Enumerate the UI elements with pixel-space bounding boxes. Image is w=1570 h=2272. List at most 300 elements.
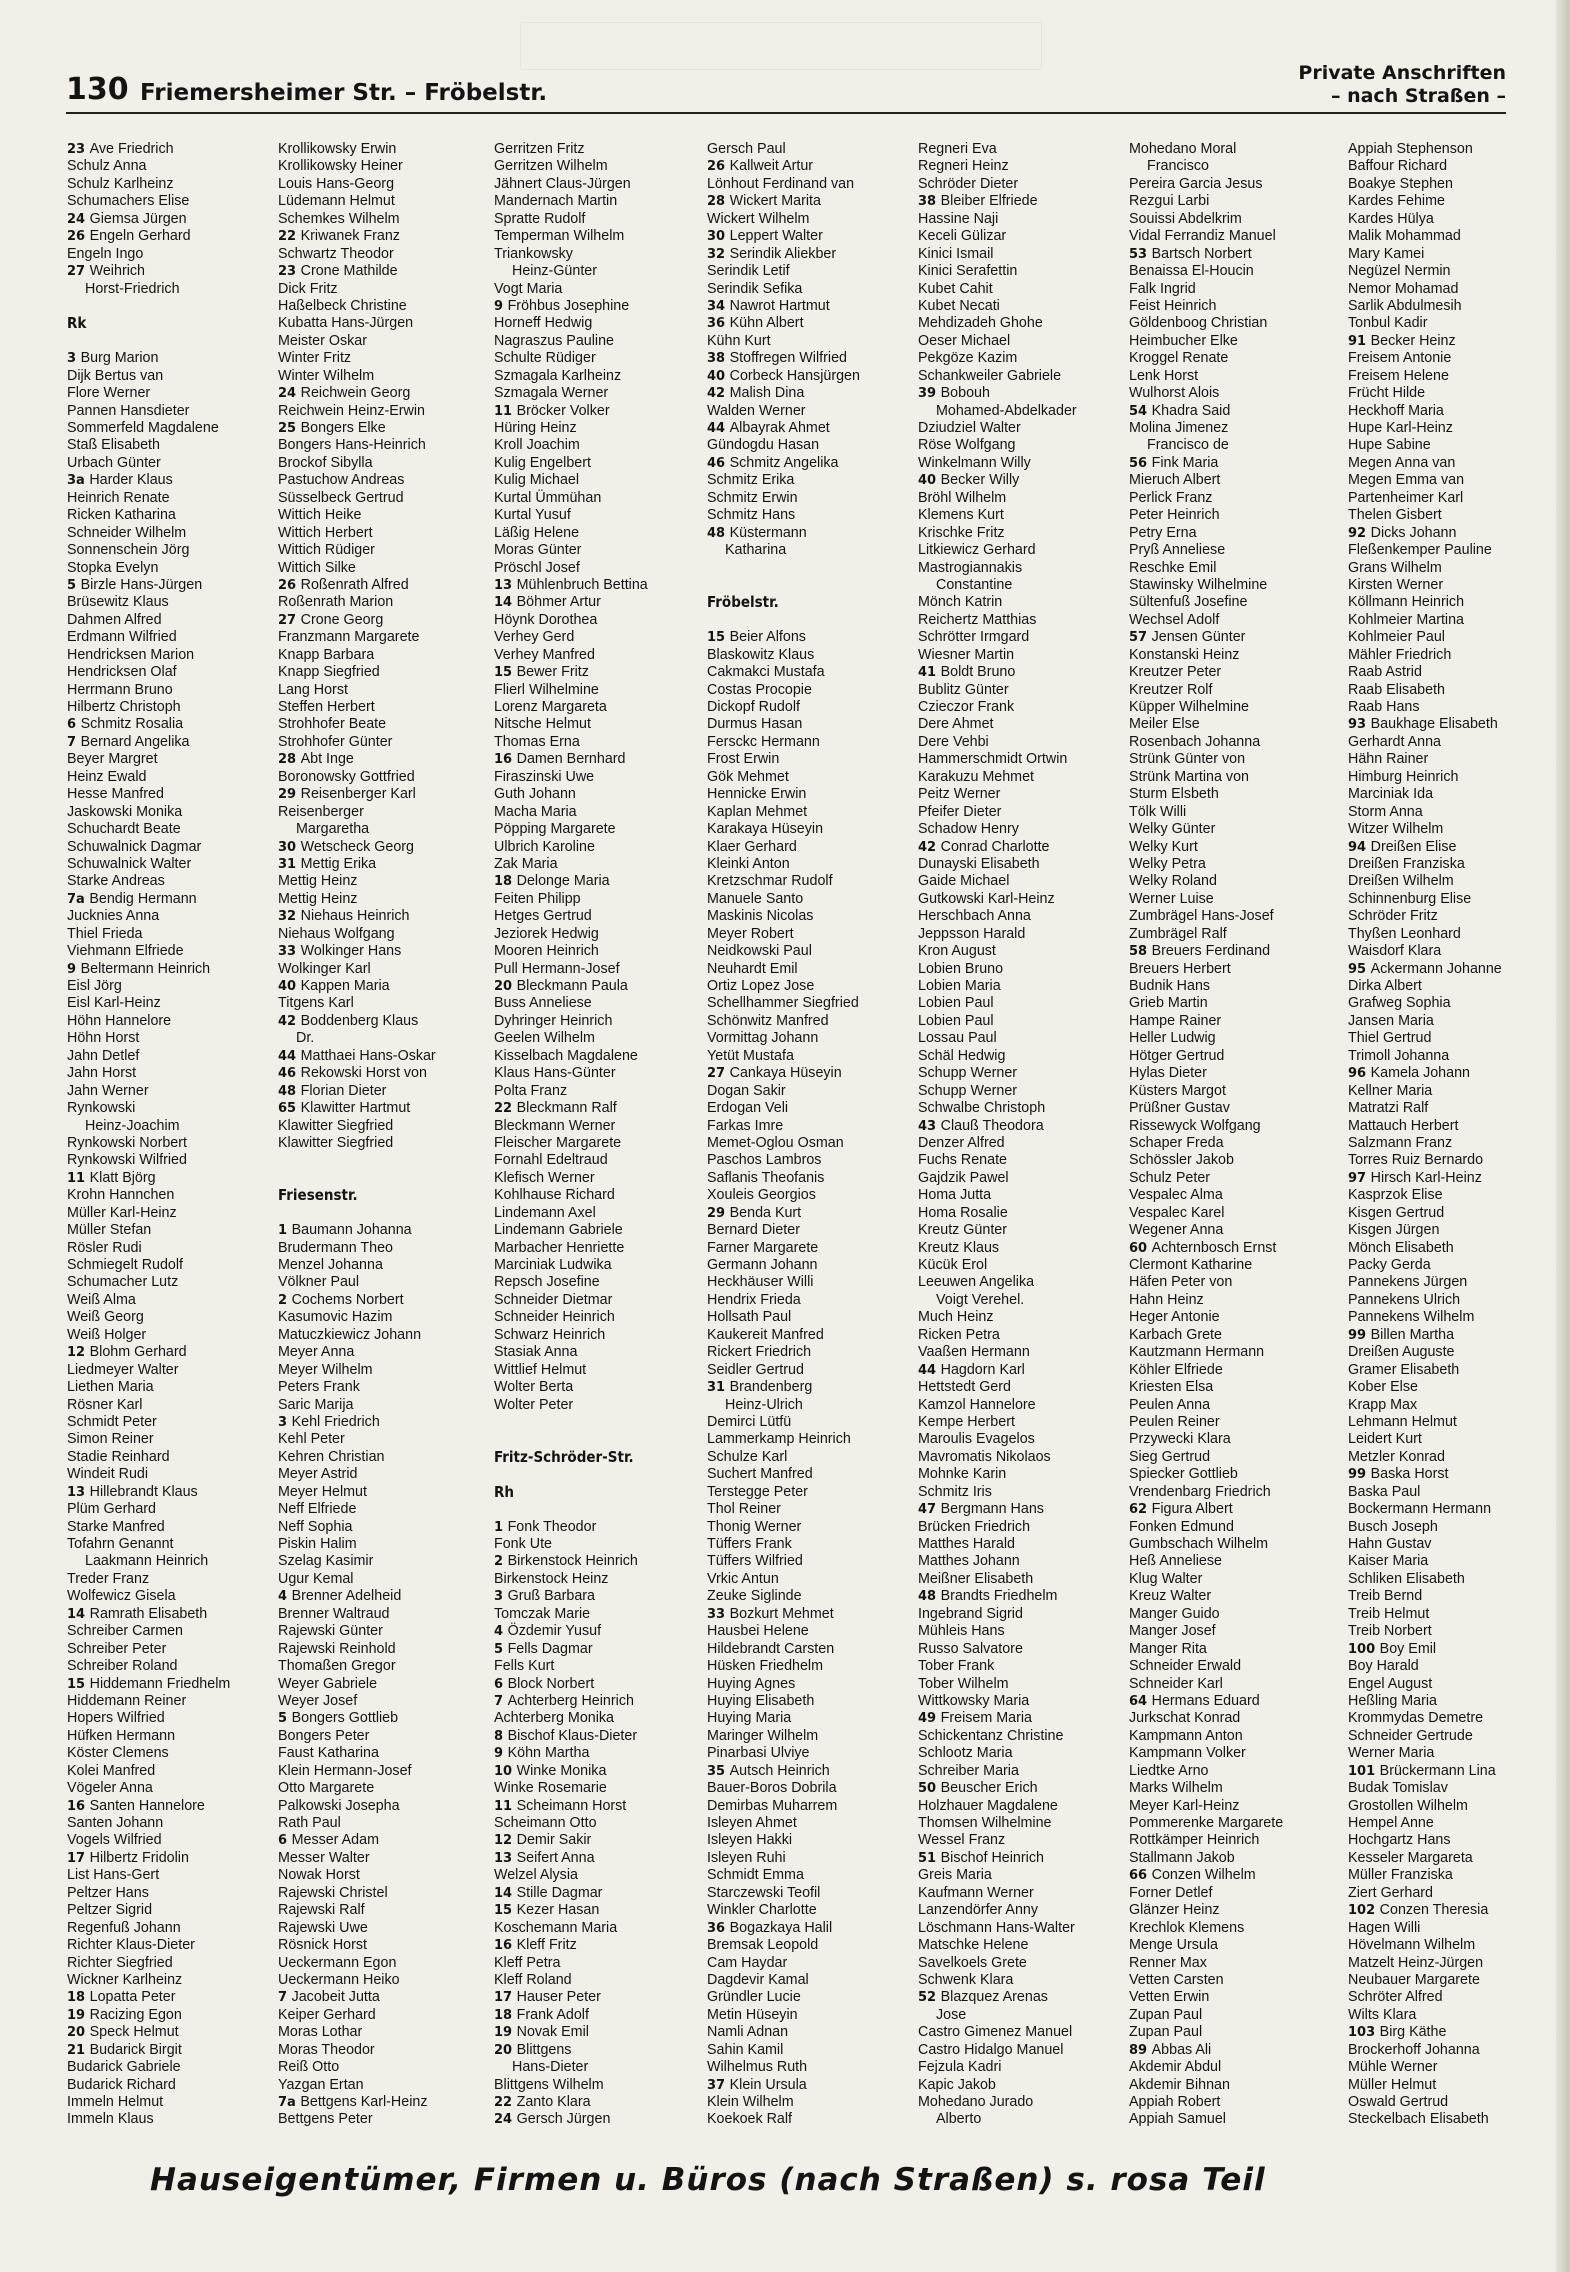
resident-entry: Heger Antonie xyxy=(1129,1309,1220,1326)
resident-entry: Buss Anneliese xyxy=(494,995,592,1012)
house-number: 27 xyxy=(707,1066,730,1082)
resident-entry: Regneri Heinz xyxy=(918,158,1009,175)
resident-entry: Reiß Otto xyxy=(278,2059,340,2076)
house-number: 26 xyxy=(67,229,90,245)
resident-entry: Vetten Carsten xyxy=(1129,1971,1224,1988)
resident-entry: Krischke Fritz xyxy=(918,524,1005,541)
spacer xyxy=(707,577,912,594)
resident-entry: Maringer Wilhelm xyxy=(707,1727,819,1744)
resident-entry: Heimbucher Elke xyxy=(1129,332,1238,349)
resident-entry: Birkenstock Heinz xyxy=(494,1570,609,1587)
resident-entry: Staß Elisabeth xyxy=(67,437,160,454)
house-number: 24 xyxy=(494,2112,517,2128)
house-number: 15 xyxy=(494,1903,517,1919)
resident-entry: Blaskowitz Klaus xyxy=(707,646,815,663)
resident-entry: Grafweg Sophia xyxy=(1348,995,1451,1012)
house-number: 19 xyxy=(494,2025,517,2041)
section-title-line2: – nach Straßen – xyxy=(1330,85,1506,107)
resident-entry: 15 Beier Alfons xyxy=(707,629,806,646)
resident-entry: Rath Paul xyxy=(278,1815,341,1831)
resident-entry: Schmitz Iris xyxy=(918,1483,992,1500)
resident-entry: Budak Tomislav xyxy=(1348,1780,1448,1797)
entry-continuation: Mohamed-Abdelkader xyxy=(936,402,1077,419)
resident-entry: Vormittag Johann xyxy=(707,1030,819,1047)
resident-entry: Krollikowsky Heiner xyxy=(278,158,403,175)
house-number: 35 xyxy=(707,1763,730,1779)
house-number: 13 xyxy=(494,1850,517,1866)
resident-entry: Winkler Charlotte xyxy=(707,1902,817,1919)
resident-entry: Thiel Gertrud xyxy=(1348,1030,1432,1047)
resident-entry: Welky Roland xyxy=(1129,873,1217,890)
resident-entry: 21 Budarick Birgit xyxy=(67,2041,182,2058)
resident-entry: 6 Block Norbert xyxy=(494,1675,595,1692)
resident-entry: Wolkinger Karl xyxy=(278,960,371,977)
house-number: 2 xyxy=(278,1292,292,1308)
resident-entry: Serindik Sefika xyxy=(707,280,803,297)
resident-entry: Kaukereit Manfred xyxy=(707,1326,824,1343)
resident-entry: Bremsak Leopold xyxy=(707,1937,819,1954)
spacer xyxy=(67,298,272,315)
resident-entry: Yetüt Mustafa xyxy=(707,1047,794,1064)
resident-entry: Horneff Hedwig xyxy=(494,315,593,332)
resident-entry: Schwalbe Christoph xyxy=(918,1100,1046,1117)
resident-entry: Roßenrath Marion xyxy=(278,594,394,611)
resident-entry: Zupan Paul xyxy=(1129,2006,1203,2023)
entry-continuation: Katharina xyxy=(725,542,787,559)
resident-entry: Weiß Holger xyxy=(67,1326,147,1343)
resident-entry: Köster Clemens xyxy=(67,1745,169,1762)
entry-continuation: Constantine xyxy=(936,576,1013,593)
resident-entry: Müller Stefan xyxy=(67,1222,152,1239)
resident-entry: Przywecki Klara xyxy=(1129,1431,1231,1448)
house-number: 44 xyxy=(707,421,730,436)
resident-entry: Schreiber Peter xyxy=(67,1640,167,1657)
house-number: 33 xyxy=(278,944,301,960)
resident-entry: Dyhringer Heinrich xyxy=(494,1012,613,1029)
resident-entry: Fejzula Kadri xyxy=(918,2059,1002,2076)
resident-entry: 58 Breuers Ferdinand xyxy=(1129,943,1271,960)
house-number: 22 xyxy=(494,1101,517,1117)
house-number: 20 xyxy=(494,979,517,994)
resident-entry: 31 Mettig Erika xyxy=(278,855,377,872)
resident-entry: 3 Kehl Friedrich xyxy=(278,1413,380,1430)
resident-entry: Farner Margarete xyxy=(707,1239,819,1256)
resident-entry: Vespalec Karel xyxy=(1129,1204,1225,1221)
resident-entry: Fells Kurt xyxy=(494,1658,555,1675)
resident-entry: Winter Fritz xyxy=(278,350,352,367)
resident-entry: Marciniak Ida xyxy=(1348,786,1434,803)
resident-entry: 24 Gersch Jürgen xyxy=(494,2111,611,2128)
resident-entry: Saric Marija xyxy=(278,1396,354,1413)
resident-entry: Maroulis Evagelos xyxy=(918,1431,1035,1448)
resident-entry: Clermont Katharine xyxy=(1129,1257,1253,1273)
resident-entry: Flierl Wilhelmine xyxy=(494,681,599,698)
resident-entry: Nowak Horst xyxy=(278,1867,360,1884)
resident-entry: 11 Scheimann Horst xyxy=(494,1797,627,1814)
resident-entry: Frücht Hilde xyxy=(1348,385,1426,402)
resident-entry: Steckelbach Elisabeth xyxy=(1348,2111,1489,2128)
resident-entry: Hausbei Helene xyxy=(707,1623,809,1640)
resident-entry: Matratzi Ralf xyxy=(1348,1100,1429,1117)
resident-entry: Tomczak Marie xyxy=(494,1605,591,1622)
resident-entry: Geelen Wilhelm xyxy=(494,1030,595,1047)
house-number: 46 xyxy=(707,455,730,471)
resident-entry: Strünk Martina von xyxy=(1129,768,1249,785)
resident-entry: Winter Wilhelm xyxy=(278,367,375,384)
resident-entry: Wilts Klara xyxy=(1348,2006,1417,2023)
resident-entry: 56 Fink Maria xyxy=(1129,454,1219,471)
house-number: 32 xyxy=(707,246,730,262)
resident-entry: Moras Lothar xyxy=(278,2024,363,2041)
resident-entry: 97 Hirsch Karl-Heinz xyxy=(1348,1169,1482,1186)
resident-entry: Brockerhoff Johanna xyxy=(1348,2041,1480,2058)
resident-entry: 101 Brückermann Lina xyxy=(1348,1762,1496,1779)
resident-entry: 19 Novak Emil xyxy=(494,2024,589,2041)
resident-entry: Treib Bernd xyxy=(1348,1588,1423,1605)
resident-entry: Zak Maria xyxy=(494,855,558,872)
resident-entry: Pastuchow Andreas xyxy=(278,472,405,489)
house-number: 50 xyxy=(918,1781,941,1797)
resident-entry: Malik Mohammad xyxy=(1348,228,1461,245)
resident-entry: 18 Delonge Maria xyxy=(494,873,610,890)
resident-entry: Cakmakci Mustafa xyxy=(707,664,825,681)
house-number: 2 xyxy=(494,1554,508,1570)
house-number: 1 xyxy=(278,1223,292,1239)
resident-entry: Rynkowski Wilfried xyxy=(67,1152,187,1169)
resident-entry: Krollikowsky Erwin xyxy=(278,141,397,157)
house-number: 54 xyxy=(1129,403,1152,419)
resident-entry: Lindemann Axel xyxy=(494,1204,596,1221)
resident-entry: Pereira Garcia Jesus xyxy=(1129,175,1263,192)
resident-entry: Schuwalnick Dagmar xyxy=(67,838,202,855)
resident-entry: 37 Klein Ursula xyxy=(707,2076,807,2093)
resident-entry: Hylas Dieter xyxy=(1129,1065,1207,1082)
resident-entry: Neidkowski Paul xyxy=(707,943,812,960)
resident-entry: 42 Malish Dina xyxy=(707,385,805,402)
resident-entry: Castro Gimenez Manuel xyxy=(918,2024,1073,2041)
resident-entry: 48 Küstermann xyxy=(707,524,807,541)
resident-entry: Meyer Robert xyxy=(707,925,794,942)
resident-entry: Krapp Max xyxy=(1348,1396,1418,1413)
resident-entry: Serindik Letif xyxy=(707,263,790,280)
resident-entry: Ueckermann Egon xyxy=(278,1954,397,1971)
resident-entry: Peter Heinrich xyxy=(1129,507,1220,524)
resident-entry: Röse Wolfgang xyxy=(918,437,1016,454)
resident-entry: Niehaus Wolfgang xyxy=(278,925,395,942)
resident-entry: Rajewski Ralf xyxy=(278,1902,365,1919)
house-number: 44 xyxy=(918,1362,941,1378)
house-number: 20 xyxy=(494,2042,517,2058)
resident-entry: Mühle Werner xyxy=(1348,2059,1438,2076)
resident-entry: Dick Fritz xyxy=(278,280,338,297)
resident-entry: Hupe Sabine xyxy=(1348,437,1431,454)
resident-entry: 65 Klawitter Hartmut xyxy=(278,1100,411,1117)
resident-entry: Flore Werner xyxy=(67,385,151,402)
resident-entry: Kisselbach Magdalene xyxy=(494,1047,638,1064)
resident-entry: Menzel Johanna xyxy=(278,1257,383,1273)
street-heading: Fritz-Schröder-Str. xyxy=(494,1447,634,1466)
resident-entry: Menge Ursula xyxy=(1129,1937,1218,1954)
resident-entry: Heller Ludwig xyxy=(1129,1030,1216,1047)
house-number: 22 xyxy=(278,229,301,245)
resident-entry: 40 Corbeck Hansjürgen xyxy=(707,367,860,384)
footer-note: Hauseigentümer, Firmen u. Büros (nach Straßen) s. rosa Teil xyxy=(150,2162,1266,2198)
resident-entry: 12 Demir Sakir xyxy=(494,1832,592,1849)
house-number: 16 xyxy=(67,1798,90,1814)
house-number: 11 xyxy=(67,1170,90,1186)
resident-entry: 13 Seifert Anna xyxy=(494,1849,595,1866)
resident-entry: Kisgen Gertrud xyxy=(1348,1204,1445,1221)
resident-entry: 41 Boldt Bruno xyxy=(918,664,1016,681)
resident-entry: Spratte Rudolf xyxy=(494,210,586,227)
house-number: 9 xyxy=(494,298,508,314)
resident-entry: Baffour Richard xyxy=(1348,158,1448,175)
resident-entry: Tober Frank xyxy=(918,1658,995,1675)
resident-entry: Gerritzen Wilhelm xyxy=(494,158,608,175)
resident-entry: Louis Hans-Georg xyxy=(278,175,395,192)
resident-entry: Petry Erna xyxy=(1129,524,1197,541)
house-number: 100 xyxy=(1348,1641,1380,1657)
resident-entry: Hesse Manfred xyxy=(67,786,164,803)
resident-entry: Suchert Manfred xyxy=(707,1466,813,1483)
resident-entry: Schreiber Maria xyxy=(918,1762,1019,1779)
resident-entry: Heinrich Renate xyxy=(67,489,170,506)
resident-entry: Blittgens Wilhelm xyxy=(494,2076,604,2093)
resident-entry: Tölk Willi xyxy=(1129,803,1187,820)
resident-entry: Kolei Manfred xyxy=(67,1762,156,1779)
resident-entry: Hempel Anne xyxy=(1348,1815,1434,1831)
resident-entry: Souissi Abdelkrim xyxy=(1129,210,1242,227)
resident-entry: 46 Schmitz Angelika xyxy=(707,454,839,471)
house-number: 31 xyxy=(278,856,301,872)
resident-entry: 60 Achternbosch Ernst xyxy=(1129,1239,1277,1256)
column-1 xyxy=(67,141,272,2129)
resident-entry: 29 Benda Kurt xyxy=(707,1204,802,1221)
resident-entry: Kubatta Hans-Jürgen xyxy=(278,315,414,332)
house-number: 48 xyxy=(707,525,730,541)
resident-entry: Wolter Berta xyxy=(494,1379,574,1396)
resident-entry: 34 Nawrot Hartmut xyxy=(707,297,830,314)
resident-entry: 91 Becker Heinz xyxy=(1348,332,1456,349)
house-number: 27 xyxy=(67,264,90,280)
resident-entry: Kretzschmar Rudolf xyxy=(707,873,833,890)
resident-entry: Klein Hermann-Josef xyxy=(278,1762,412,1779)
resident-entry: Much Heinz xyxy=(918,1309,994,1326)
resident-entry: Kaplan Mehmet xyxy=(707,803,808,820)
resident-entry: Appiah Samuel xyxy=(1129,2111,1226,2128)
resident-entry: 5 Bongers Gottlieb xyxy=(278,1710,399,1727)
resident-entry: 33 Bozkurt Mehmet xyxy=(707,1605,834,1622)
resident-entry: 2 Cochems Norbert xyxy=(278,1291,404,1308)
resident-entry: Oswald Gertrud xyxy=(1348,2094,1449,2110)
resident-entry: Ziert Gerhard xyxy=(1348,1884,1434,1901)
house-number: 7 xyxy=(67,734,81,750)
resident-entry: Schmitz Erika xyxy=(707,472,795,489)
resident-entry: Hendrix Frieda xyxy=(707,1291,801,1308)
resident-entry: 27 Weihrich xyxy=(67,263,145,280)
resident-entry: 36 Kühn Albert xyxy=(707,315,804,332)
section-title xyxy=(1298,62,1506,108)
resident-entry: Lehmann Helmut xyxy=(1348,1413,1457,1430)
resident-entry: 24 Giemsa Jürgen xyxy=(67,210,187,227)
resident-entry: 44 Matthaei Hans-Oskar xyxy=(278,1047,436,1064)
house-number: 46 xyxy=(278,1066,301,1082)
resident-entry: Heckhäuser Willi xyxy=(707,1274,814,1291)
resident-entry: Jeppsson Harald xyxy=(918,925,1026,942)
resident-entry: Mönch Elisabeth xyxy=(1348,1239,1454,1256)
house-number: 16 xyxy=(494,752,517,768)
resident-entry: Kubet Cahit xyxy=(918,280,993,297)
column-7 xyxy=(1348,141,1553,2129)
resident-entry: Gersch Paul xyxy=(707,141,786,157)
entry-continuation: Voigt Verehel. xyxy=(936,1291,1025,1308)
resident-entry: Fornahl Edeltraud xyxy=(494,1152,608,1169)
resident-entry: Hüring Heinz xyxy=(494,420,577,436)
resident-entry: Kober Else xyxy=(1348,1379,1418,1396)
resident-entry: Kampmann Volker xyxy=(1129,1745,1246,1762)
resident-entry: 14 Böhmer Artur xyxy=(494,594,601,611)
resident-entry: Süsselbeck Gertrud xyxy=(278,489,404,506)
resident-entry: Stawinsky Wilhelmine xyxy=(1129,576,1268,593)
resident-entry: Schwarz Heinrich xyxy=(494,1326,606,1343)
resident-entry: Palkowski Josepha xyxy=(278,1797,400,1814)
resident-entry: Schwenk Klara xyxy=(918,1971,1014,1988)
resident-entry: Breuers Herbert xyxy=(1129,960,1231,977)
house-number: 28 xyxy=(278,752,301,768)
resident-entry: Klein Wilhelm xyxy=(707,2094,794,2110)
resident-entry: Schneider Wilhelm xyxy=(67,524,187,541)
resident-entry: 13 Mühlenbruch Bettina xyxy=(494,576,648,593)
resident-entry: 17 Hilbertz Fridolin xyxy=(67,1849,189,1866)
resident-entry: Gramer Elisabeth xyxy=(1348,1361,1460,1378)
resident-entry: Akdemir Abdul xyxy=(1129,2059,1222,2076)
resident-entry: Schneider Erwald xyxy=(1129,1658,1242,1675)
resident-entry: Yazgan Ertan xyxy=(278,2076,364,2093)
resident-entry: Windeit Rudi xyxy=(67,1466,149,1483)
resident-entry: Costas Procopie xyxy=(707,681,812,698)
resident-entry: 18 Frank Adolf xyxy=(494,2006,589,2023)
resident-entry: Kühn Kurt xyxy=(707,332,771,349)
resident-entry: Seidler Gertrud xyxy=(707,1361,804,1378)
resident-entry: Karakuzu Mehmet xyxy=(918,768,1035,785)
resident-entry: Bongers Hans-Heinrich xyxy=(278,437,426,454)
resident-entry: Gaide Michael xyxy=(918,873,1010,890)
resident-entry: Rottkämper Heinrich xyxy=(1129,1832,1260,1849)
house-number: 29 xyxy=(707,1205,730,1221)
resident-entry: Gutkowski Karl-Heinz xyxy=(918,890,1055,907)
resident-entry: Wittich Rüdiger xyxy=(278,542,375,559)
spacer xyxy=(707,560,912,577)
resident-entry: Vogels Wilfried xyxy=(67,1832,162,1849)
resident-entry: Wolter Peter xyxy=(494,1396,574,1413)
resident-entry: Schäl Hedwig xyxy=(918,1047,1006,1064)
resident-entry: Brudermann Theo xyxy=(278,1239,393,1256)
house-number: 15 xyxy=(494,665,517,681)
resident-entry: 40 Becker Willy xyxy=(918,472,1020,489)
house-number: 64 xyxy=(1129,1693,1152,1709)
resident-entry: List Hans-Gert xyxy=(67,1867,160,1884)
resident-entry: Thiel Frieda xyxy=(67,925,143,942)
resident-entry: Werner Maria xyxy=(1348,1745,1435,1762)
resident-entry: Sahin Kamil xyxy=(707,2041,784,2058)
resident-entry: Ortiz Lopez Jose xyxy=(707,978,815,994)
resident-entry: 12 Blohm Gerhard xyxy=(67,1344,187,1361)
house-number: 42 xyxy=(707,386,730,402)
resident-entry: Stasiak Anna xyxy=(494,1344,578,1361)
resident-entry: Klaer Gerhard xyxy=(707,838,797,855)
resident-entry: 27 Cankaya Hüseyin xyxy=(707,1065,842,1082)
resident-entry: Plüm Gerhard xyxy=(67,1501,156,1518)
entry-continuation: Heinz-Joachim xyxy=(85,1117,180,1134)
resident-entry: Hahn Heinz xyxy=(1129,1291,1204,1308)
resident-entry: Bleckmann Werner xyxy=(494,1117,616,1134)
resident-entry: 11 Klatt Björg xyxy=(67,1169,156,1186)
resident-entry: Lenk Horst xyxy=(1129,367,1199,384)
resident-entry: 96 Kamela Johann xyxy=(1348,1065,1470,1082)
resident-entry: Leeuwen Angelika xyxy=(918,1274,1035,1291)
resident-entry: Isleyen Ruhi xyxy=(707,1849,786,1866)
resident-entry: Dere Vehbi xyxy=(918,733,989,750)
resident-entry: Hahn Gustav xyxy=(1348,1536,1432,1552)
resident-entry: Knapp Barbara xyxy=(278,646,375,663)
resident-entry: Molina Jimenez xyxy=(1129,420,1229,436)
resident-entry: Kinici Serafettin xyxy=(918,263,1018,280)
resident-entry: Heß Anneliese xyxy=(1129,1553,1222,1570)
resident-entry: Nagraszus Pauline xyxy=(494,332,615,349)
house-number: 40 xyxy=(278,979,301,994)
resident-entry: Schemkes Wilhelm xyxy=(278,210,400,227)
resident-entry: Hövelmann Wilhelm xyxy=(1348,1937,1476,1954)
house-number: 12 xyxy=(494,1833,517,1849)
resident-entry: Haßelbeck Christine xyxy=(278,297,407,314)
resident-entry: Greis Maria xyxy=(918,1867,992,1884)
resident-entry: Peltzer Sigrid xyxy=(67,1902,153,1919)
resident-entry: Lindemann Gabriele xyxy=(494,1222,623,1239)
resident-entry: Schmidt Peter xyxy=(67,1413,157,1430)
spacer xyxy=(278,1170,483,1187)
resident-entry: Kinici Ismail xyxy=(918,245,994,262)
resident-entry: Fersckc Hermann xyxy=(707,733,820,750)
resident-entry: Welzel Alysia xyxy=(494,1867,578,1884)
resident-entry: Müller Helmut xyxy=(1348,2076,1437,2093)
resident-entry: Gündogdu Hasan xyxy=(707,437,820,454)
resident-entry: Dagdevir Kamal xyxy=(707,1971,809,1988)
resident-entry: Hettstedt Gerd xyxy=(918,1379,1011,1396)
resident-entry: Schickentanz Christine xyxy=(918,1727,1064,1744)
resident-entry: Tonbul Kadir xyxy=(1348,315,1428,332)
resident-entry: Keiper Gerhard xyxy=(278,2006,376,2023)
resident-entry: Rajewski Reinhold xyxy=(278,1640,396,1657)
resident-entry: Konstanski Heinz xyxy=(1129,646,1240,663)
resident-entry: Grostollen Wilhelm xyxy=(1348,1797,1468,1814)
house-number: 9 xyxy=(494,1746,508,1762)
house-number: 43 xyxy=(918,1118,941,1134)
resident-entry: Lanzendörfer Anny xyxy=(918,1902,1039,1919)
resident-entry: Peltzer Hans xyxy=(67,1884,149,1901)
resident-entry: Bockermann Hermann xyxy=(1348,1501,1492,1518)
resident-entry: Pannen Hansdieter xyxy=(67,402,190,419)
resident-entry: Triankowsky xyxy=(494,245,573,262)
resident-entry: Reichertz Matthias xyxy=(918,611,1037,628)
resident-entry: Savelkoels Grete xyxy=(918,1954,1027,1971)
house-number: 13 xyxy=(494,577,517,593)
house-number: 14 xyxy=(494,595,517,611)
resident-entry: Moras Günter xyxy=(494,542,582,559)
resident-entry: Waisdorf Klara xyxy=(1348,943,1442,960)
resident-entry: Schmitz Erwin xyxy=(707,489,798,506)
resident-entry: Dziudziel Walter xyxy=(918,420,1021,436)
resident-entry: Budarick Gabriele xyxy=(67,2059,181,2076)
